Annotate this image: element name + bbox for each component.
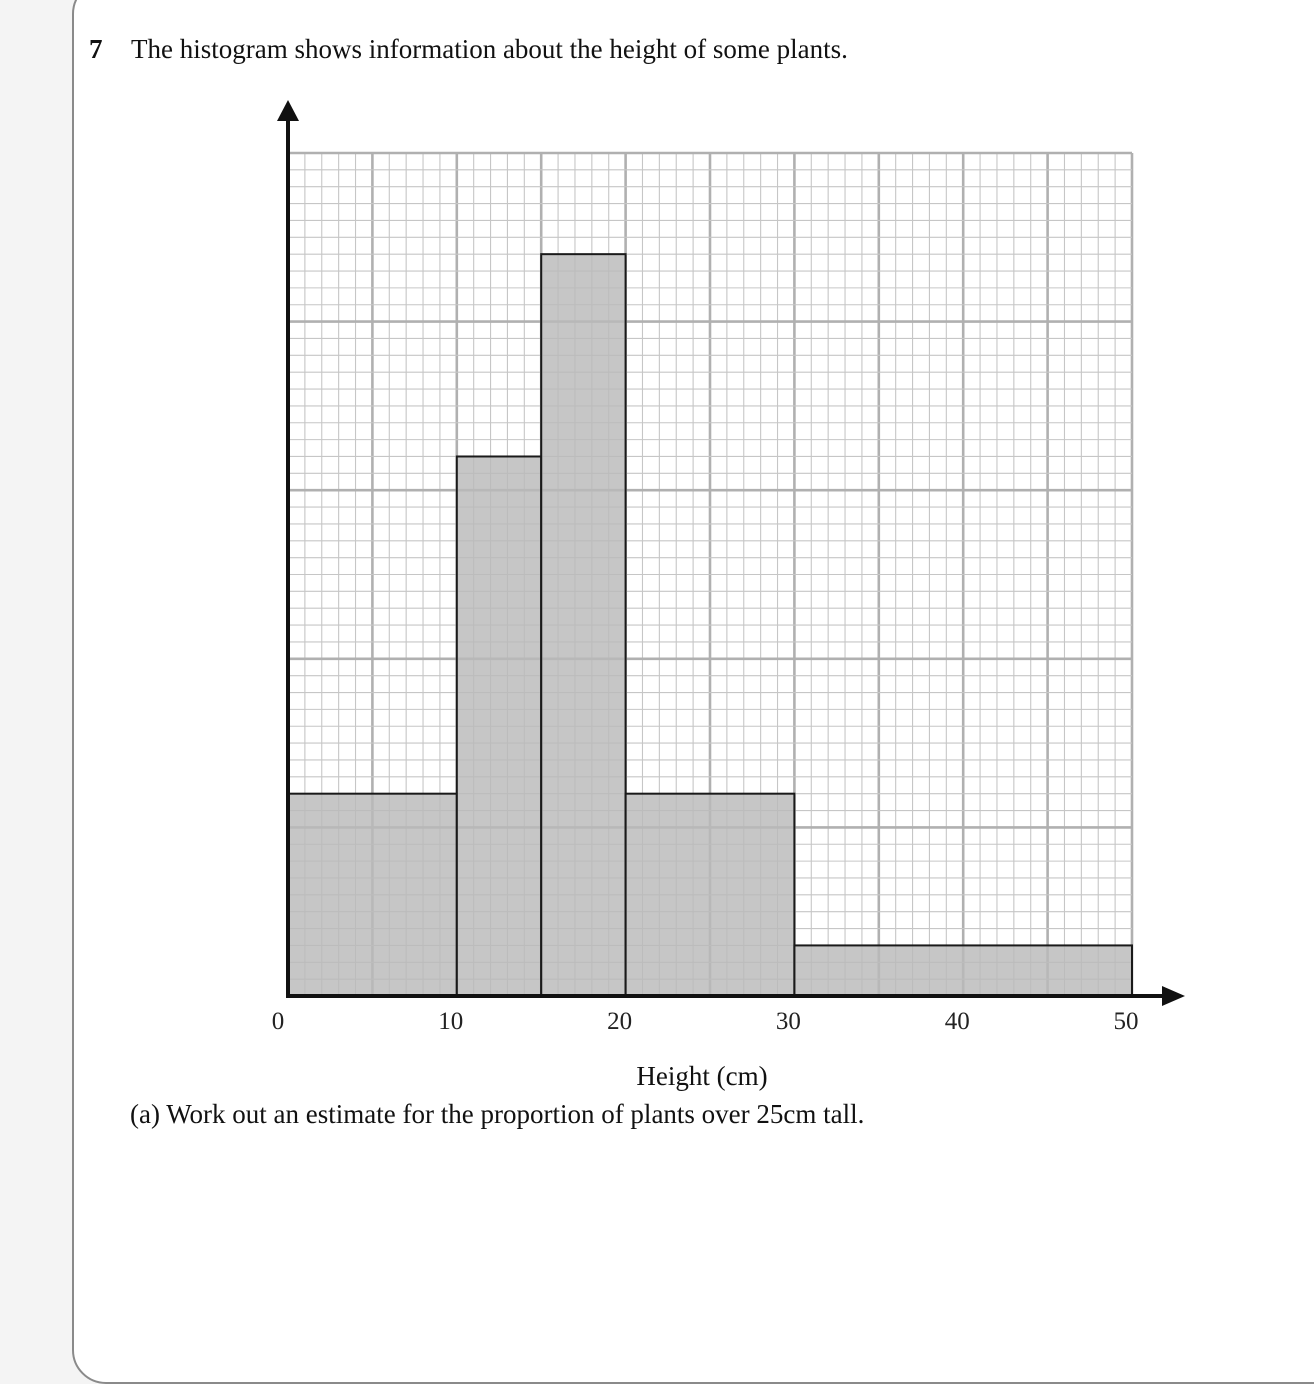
x-tick-label: 20 [607, 1008, 633, 1035]
x-tick-label: 10 [438, 1008, 464, 1035]
histogram-bar [288, 794, 457, 996]
histogram-bar [626, 794, 795, 996]
y-axis-arrow [277, 100, 299, 121]
histogram-bar [541, 254, 625, 996]
chart-tick-labels [272, 1008, 1139, 1035]
histogram-bar [457, 456, 541, 996]
question-text: The histogram shows information about the height of some plants. [131, 34, 848, 64]
x-tick-label: 50 [1113, 1008, 1139, 1035]
question-number: 7 [89, 34, 103, 64]
question-part-a: (a) Work out an estimate for the proportion of plants over 25cm tall. [130, 1099, 865, 1129]
x-axis-label: Height (cm) [636, 1061, 768, 1091]
histogram-bar [794, 945, 1132, 996]
x-tick-label: 30 [775, 1008, 801, 1035]
x-tick-label: 0 [271, 1008, 285, 1035]
x-tick-label: 40 [944, 1008, 970, 1035]
x-axis-arrow [1162, 986, 1185, 1006]
